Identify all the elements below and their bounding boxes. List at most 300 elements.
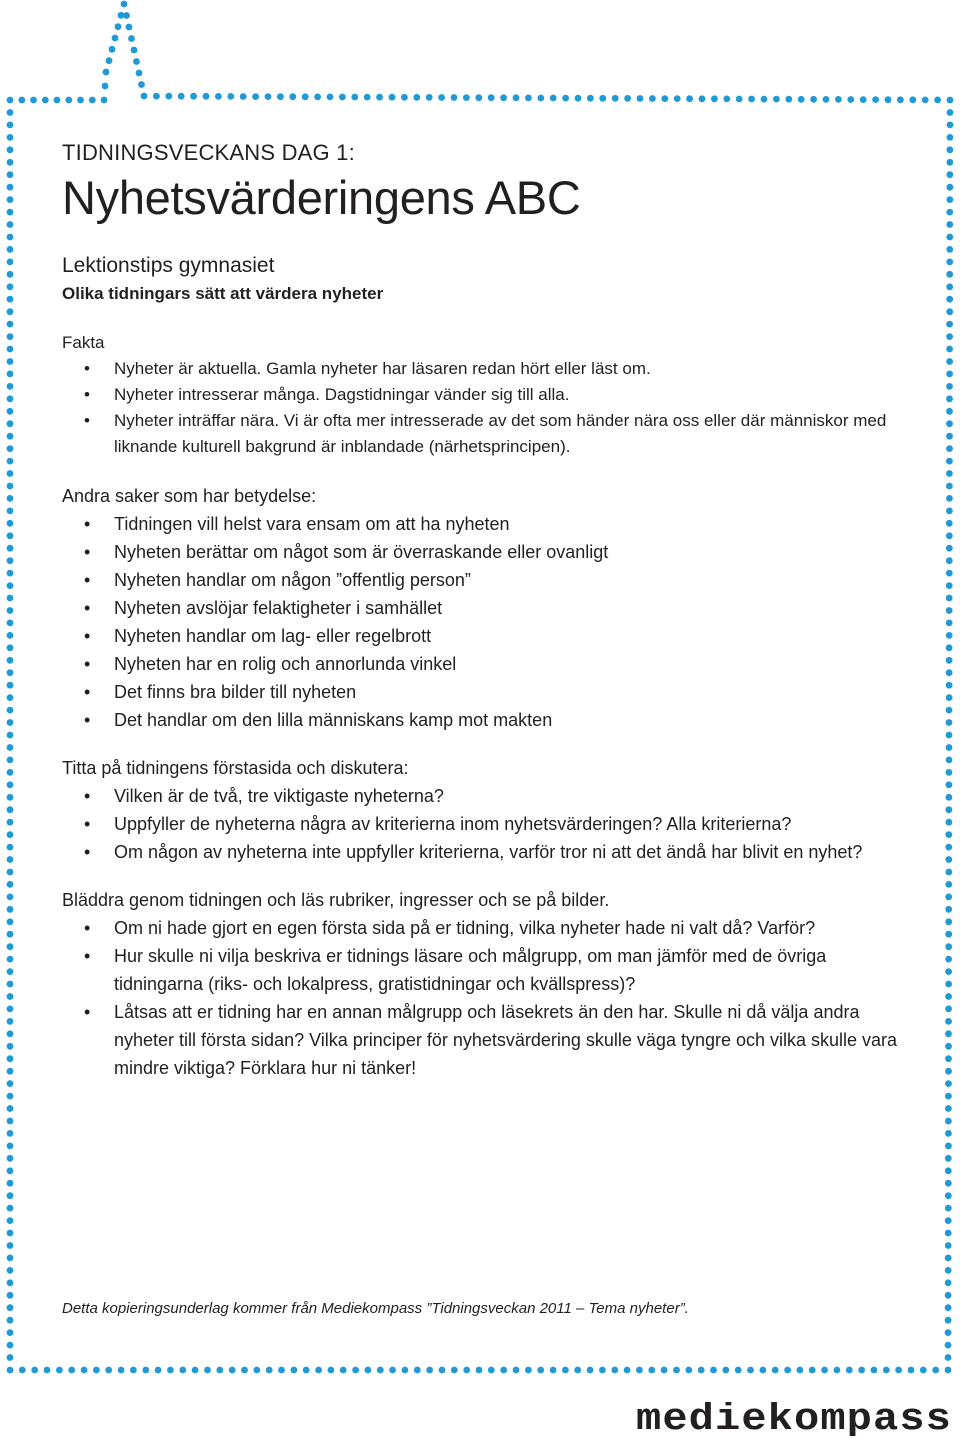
frame-dot — [649, 95, 656, 102]
frame-dot — [947, 109, 954, 116]
frame-dot — [946, 657, 953, 664]
frame-dot — [599, 95, 606, 102]
frame-dot — [673, 1367, 680, 1374]
frame-dot — [945, 1342, 952, 1349]
frame-dot — [846, 1367, 853, 1374]
frame-dot — [611, 1367, 618, 1374]
frame-dot — [7, 620, 14, 627]
frame-dot — [723, 96, 730, 103]
frame-dot — [266, 1367, 273, 1374]
frame-dot — [93, 1367, 100, 1374]
frame-dot — [823, 96, 830, 103]
frame-dot — [648, 1367, 655, 1374]
frame-dot — [945, 1230, 952, 1237]
frame-dot — [946, 259, 953, 266]
frame-dot — [885, 96, 892, 103]
frame-dot — [7, 1118, 14, 1125]
frame-dot — [946, 508, 953, 515]
frame-dot — [946, 246, 953, 253]
frame-dot — [945, 1093, 952, 1100]
frame-dot — [525, 1367, 532, 1374]
frame-dot — [7, 657, 14, 664]
frame-dot — [772, 1367, 779, 1374]
frame-dot — [500, 94, 507, 101]
frame-dot — [315, 1367, 322, 1374]
frame-dot — [7, 545, 14, 552]
frame-dot — [575, 95, 582, 102]
frame-dot — [7, 483, 14, 490]
frame-dot — [112, 35, 119, 42]
frame-dot — [946, 445, 953, 452]
frame-dot — [945, 1367, 952, 1374]
frame-dot — [945, 906, 952, 913]
frame-dot — [7, 221, 14, 228]
frame-dot — [7, 184, 14, 191]
frame-dot — [179, 1367, 186, 1374]
frame-dot — [30, 97, 37, 104]
frame-dot — [835, 96, 842, 103]
frame-dot — [946, 470, 953, 477]
frame-dot — [7, 171, 14, 178]
frame-dot — [7, 408, 14, 415]
frame-dot — [7, 881, 14, 888]
frame-dot — [7, 1242, 14, 1249]
frame-dot — [7, 557, 14, 564]
frame-dot — [946, 271, 953, 278]
frame-dot — [513, 1367, 520, 1374]
list-item: • Uppfyller de nyheterna några av kriterierna inom nyhetsvärderingen? Alla kriterierna? — [62, 810, 912, 838]
frame-dot — [7, 470, 14, 477]
frame-dot — [574, 1367, 581, 1374]
frame-dot — [77, 97, 84, 104]
frame-dot — [945, 1354, 952, 1361]
frame-dot — [7, 296, 14, 303]
frame-dot — [946, 308, 953, 315]
frame-dot — [7, 856, 14, 863]
frame-dot — [946, 582, 953, 589]
frame-dot — [377, 1367, 384, 1374]
frame-dot — [747, 1367, 754, 1374]
frame-dot — [414, 1367, 421, 1374]
frame-dot — [946, 769, 953, 776]
frame-dot — [7, 943, 14, 950]
frame-dot — [847, 96, 854, 103]
frame-dot — [945, 1080, 952, 1087]
frame-dot — [7, 458, 14, 465]
frame-dot — [426, 94, 433, 101]
frame-dot — [7, 358, 14, 365]
frame-dot — [7, 682, 14, 689]
frame-dot — [860, 96, 867, 103]
frame-dot — [945, 968, 952, 975]
frame-dot — [106, 57, 113, 64]
frame-dot — [229, 1367, 236, 1374]
frame-dot — [7, 1130, 14, 1137]
frame-dot — [895, 1367, 902, 1374]
frame-dot — [81, 1367, 88, 1374]
frame-dot — [101, 97, 108, 104]
frame-dot — [947, 184, 954, 191]
frame-dot — [7, 894, 14, 901]
frame-dot — [945, 981, 952, 988]
frame-dot — [946, 458, 953, 465]
frame-dot — [118, 1367, 125, 1374]
frame-dot — [142, 1367, 149, 1374]
frame-dot — [314, 94, 321, 101]
frame-dot — [7, 1205, 14, 1212]
frame-dot — [946, 644, 953, 651]
frame-dot — [7, 1155, 14, 1162]
frame-dot — [785, 96, 792, 103]
frame-dot — [946, 383, 953, 390]
frame-dot — [136, 70, 143, 77]
frame-dot — [945, 1068, 952, 1075]
frame-dot — [946, 570, 953, 577]
frame-dot — [946, 806, 953, 813]
frame-dot — [945, 1267, 952, 1274]
list-item: • Nyheter intresserar många. Dagstidningar vänder sig till alla. — [62, 382, 912, 408]
frame-dot — [513, 94, 520, 101]
frame-dot — [947, 159, 954, 166]
frame-dot — [7, 346, 14, 353]
list-item: • Nyheten har en rolig och annorlunda vinkel — [62, 650, 912, 678]
list-item: • Om någon av nyheterna inte uppfyller kriterierna, varför tror ni att det ändå har blivit en nyhet? — [62, 838, 912, 866]
section-fakta — [62, 330, 912, 460]
frame-dot — [215, 93, 222, 100]
frame-dot — [710, 1367, 717, 1374]
frame-dot — [760, 1367, 767, 1374]
frame-dot — [339, 94, 346, 101]
frame-dot — [7, 1192, 14, 1199]
frame-dot — [945, 1105, 952, 1112]
frame-dot — [945, 1043, 952, 1050]
frame-dot — [7, 582, 14, 589]
frame-dot — [945, 1292, 952, 1299]
frame-dot — [945, 894, 952, 901]
frame-dot — [798, 96, 805, 103]
frame-dot — [945, 1167, 952, 1174]
frame-dot — [550, 95, 557, 102]
frame-dot — [922, 97, 929, 104]
list-item: • Vilken är de två, tre viktigaste nyheterna? — [62, 782, 912, 810]
frame-dot — [192, 1367, 199, 1374]
section-titta — [62, 754, 912, 866]
frame-dot — [562, 1367, 569, 1374]
frame-dot — [54, 97, 61, 104]
frame-dot — [7, 632, 14, 639]
frame-dot — [291, 1367, 298, 1374]
frame-dot — [451, 94, 458, 101]
bullet-list — [62, 510, 912, 734]
frame-dot — [946, 495, 953, 502]
frame-dot — [7, 1068, 14, 1075]
frame-dot — [167, 1367, 174, 1374]
frame-dot — [897, 96, 904, 103]
frame-dot — [7, 234, 14, 241]
frame-dot — [277, 93, 284, 100]
frame-dot — [7, 1279, 14, 1286]
frame-dot — [945, 856, 952, 863]
frame-dot — [303, 1367, 310, 1374]
frame-dot — [934, 97, 941, 104]
frame-dot — [488, 1367, 495, 1374]
frame-dot — [674, 95, 681, 102]
logo-wordmark: mediekompass — [636, 1402, 952, 1436]
frame-dot — [253, 1367, 260, 1374]
frame-dot — [699, 95, 706, 102]
frame-dot — [216, 1367, 223, 1374]
frame-dot — [946, 333, 953, 340]
frame-dot — [945, 1143, 952, 1150]
frame-dot — [7, 159, 14, 166]
frame-dot — [711, 95, 718, 102]
frame-dot — [7, 707, 14, 714]
frame-dot — [946, 346, 953, 353]
frame-dot — [946, 408, 953, 415]
section-heading: Andra saker som har betydelse: — [62, 486, 317, 506]
kicker: TIDNINGSVECKANS DAG 1: — [62, 140, 355, 165]
frame-dot — [587, 95, 594, 102]
frame-dot — [121, 1, 128, 8]
frame-dot — [68, 1367, 75, 1374]
list-item: • Nyheter inträffar nära. Vi är ofta mer intresserade av det som händer nära oss eller där människor med liknande kulturell bakgrund är inblandade (närhetsprincipen). — [62, 408, 912, 460]
frame-dot — [908, 1367, 915, 1374]
frame-dot — [946, 395, 953, 402]
frame-dot — [126, 24, 133, 31]
frame-dot — [945, 1217, 952, 1224]
frame-dot — [7, 844, 14, 851]
frame-dot — [736, 96, 743, 103]
frame-dot — [7, 869, 14, 876]
frame-dot — [909, 96, 916, 103]
frame-dot — [809, 1367, 816, 1374]
frame-dot — [7, 1230, 14, 1237]
frame-dot — [686, 95, 693, 102]
frame-dot — [7, 1055, 14, 1062]
frame-dot — [7, 495, 14, 502]
frame-dot — [946, 221, 953, 228]
frame-dot — [190, 93, 197, 100]
frame-dot — [872, 96, 879, 103]
frame-dot — [945, 931, 952, 938]
frame-dot — [946, 520, 953, 527]
frame-dot — [7, 97, 14, 104]
frame-dot — [89, 97, 96, 104]
frame-dot — [946, 433, 953, 440]
section-heading: Bläddra genom tidningen och läs rubriker, ingresser och se på bilder. — [62, 890, 610, 910]
frame-dot — [946, 321, 953, 328]
frame-dot — [241, 1367, 248, 1374]
frame-dot — [932, 1367, 939, 1374]
frame-dot — [945, 993, 952, 1000]
frame-dot — [945, 869, 952, 876]
frame-dot — [203, 93, 210, 100]
frame-dot — [488, 94, 495, 101]
bullet-list — [62, 356, 912, 460]
frame-dot — [289, 93, 296, 100]
frame-dot — [7, 1105, 14, 1112]
frame-dot — [637, 95, 644, 102]
frame-dot — [7, 420, 14, 427]
frame-dot — [636, 1367, 643, 1374]
frame-dot — [178, 93, 185, 100]
list-item: • Det finns bra bilder till nyheten — [62, 678, 912, 706]
frame-dot — [7, 819, 14, 826]
bullet-list — [62, 782, 912, 866]
list-item: • Det handlar om den lilla människans kamp mot makten — [62, 706, 912, 734]
frame-dot — [7, 1167, 14, 1174]
frame-dot — [945, 1192, 952, 1199]
frame-dot — [7, 993, 14, 1000]
frame-dot — [7, 1217, 14, 1224]
frame-dot — [42, 97, 49, 104]
frame-dot — [365, 1367, 372, 1374]
frame-dot — [946, 794, 953, 801]
frame-dot — [103, 69, 110, 76]
frame-dot — [946, 707, 953, 714]
frame-dot — [7, 595, 14, 602]
frame-dot — [7, 134, 14, 141]
frame-dot — [7, 806, 14, 813]
frame-dot — [946, 283, 953, 290]
frame-dot — [834, 1367, 841, 1374]
section-andra — [62, 482, 912, 734]
frame-dot — [945, 1118, 952, 1125]
list-item: • Hur skulle ni vilja beskriva er tidnings läsare och målgrupp, om man jämför med de övriga tidningarna (riks- och lokalpress, gratistidningar och kvällspress)? — [62, 942, 912, 998]
frame-dot — [439, 1367, 446, 1374]
frame-dot — [599, 1367, 606, 1374]
frame-dot — [426, 1367, 433, 1374]
frame-dot — [947, 97, 954, 104]
frame-dot — [945, 1329, 952, 1336]
frame-dot — [7, 981, 14, 988]
frame-dot — [946, 719, 953, 726]
list-item: • Nyheten avslöjar felaktigheter i samhället — [62, 594, 912, 622]
frame-dot — [252, 93, 259, 100]
frame-dot — [945, 831, 952, 838]
frame-dot — [7, 744, 14, 751]
frame-dot — [302, 93, 309, 100]
section-heading: Titta på tidningens förstasida och diskutera: — [62, 758, 409, 778]
frame-dot — [376, 94, 383, 101]
list-item: • Nyheten handlar om någon ”offentlig person” — [62, 566, 912, 594]
frame-dot — [7, 333, 14, 340]
frame-dot — [227, 93, 234, 100]
list-item: • Nyheten berättar om något som är överraskande eller ovanligt — [62, 538, 912, 566]
frame-dot — [141, 93, 148, 100]
frame-dot — [946, 532, 953, 539]
frame-dot — [155, 1367, 162, 1374]
frame-dot — [7, 122, 14, 129]
frame-dot — [7, 395, 14, 402]
frame-dot — [278, 1367, 285, 1374]
frame-dot — [810, 96, 817, 103]
frame-dot — [945, 1242, 952, 1249]
frame-dot — [945, 1055, 952, 1062]
frame-dot — [7, 968, 14, 975]
frame-dot — [18, 97, 25, 104]
frame-dot — [946, 209, 953, 216]
frame-dot — [7, 781, 14, 788]
frame-dot — [883, 1367, 890, 1374]
frame-dot — [7, 1043, 14, 1050]
frame-dot — [946, 819, 953, 826]
frame-dot — [946, 694, 953, 701]
frame-dot — [500, 1367, 507, 1374]
frame-dot — [7, 732, 14, 739]
frame-dot — [7, 520, 14, 527]
frame-dot — [946, 358, 953, 365]
frame-dot — [945, 1130, 952, 1137]
frame-dot — [7, 1317, 14, 1324]
frame-dot — [7, 271, 14, 278]
frame-dot — [797, 1367, 804, 1374]
frame-dot — [7, 1006, 14, 1013]
footer-note: Detta kopieringsunderlag kommer från Mediekompass ”Tidningsveckan 2011 – Tema nyheter”. — [62, 1300, 689, 1317]
frame-dot — [240, 93, 247, 100]
frame-dot — [463, 94, 470, 101]
frame-dot — [537, 95, 544, 102]
frame-dot — [946, 196, 953, 203]
frame-dot — [7, 246, 14, 253]
frame-dot — [946, 732, 953, 739]
frame-dot — [165, 93, 172, 100]
list-item: • Nyheten handlar om lag- eller regelbrott — [62, 622, 912, 650]
frame-dot — [946, 371, 953, 378]
frame-dot — [735, 1367, 742, 1374]
frame-dot — [784, 1367, 791, 1374]
frame-dot — [204, 1367, 211, 1374]
frame-dot — [44, 1367, 51, 1374]
frame-dot — [945, 918, 952, 925]
bullet-list — [62, 914, 912, 1082]
frame-dot — [946, 781, 953, 788]
frame-dot — [123, 12, 130, 19]
frame-dot — [537, 1367, 544, 1374]
frame-dot — [947, 146, 954, 153]
main-content — [62, 138, 912, 1082]
frame-dot — [773, 96, 780, 103]
frame-dot — [945, 844, 952, 851]
frame-dot — [7, 669, 14, 676]
frame-dot — [7, 283, 14, 290]
frame-dot — [131, 47, 138, 54]
frame-dot — [7, 956, 14, 963]
frame-dot — [946, 682, 953, 689]
frame-dot — [7, 918, 14, 925]
frame-dot — [945, 943, 952, 950]
frame-dot — [7, 607, 14, 614]
frame-dot — [7, 146, 14, 153]
frame-dot — [7, 1267, 14, 1274]
frame-dot — [328, 1367, 335, 1374]
list-item: • Tidningen vill helst vara ensam om att ha nyheten — [62, 510, 912, 538]
frame-dot — [475, 94, 482, 101]
frame-dot — [562, 95, 569, 102]
frame-dot — [945, 1018, 952, 1025]
frame-dot — [7, 433, 14, 440]
frame-dot — [7, 1080, 14, 1087]
frame-dot — [130, 1367, 137, 1374]
frame-dot — [115, 23, 122, 30]
frame-dot — [102, 83, 109, 90]
frame-dot — [389, 94, 396, 101]
section-heading: Fakta — [62, 333, 105, 352]
frame-dot — [945, 1255, 952, 1262]
frame-dot — [31, 1367, 38, 1374]
frame-dot — [685, 1367, 692, 1374]
frame-dot — [7, 321, 14, 328]
